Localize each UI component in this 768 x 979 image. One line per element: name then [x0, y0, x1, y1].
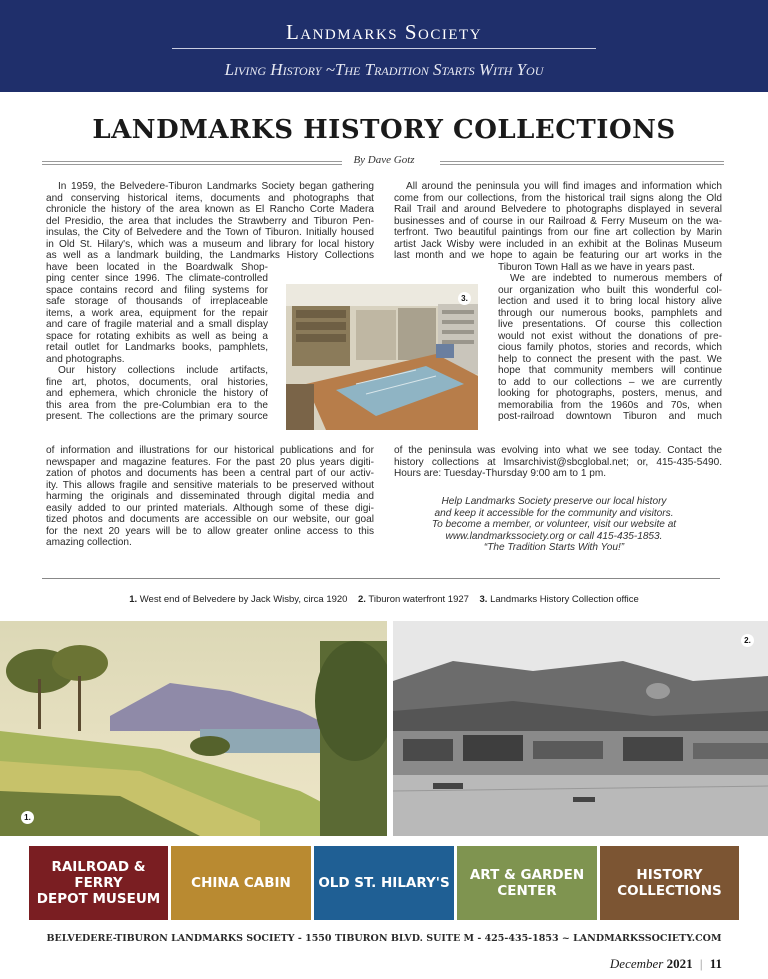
text-line: this area from the pre-Columbian era to the [46, 399, 268, 411]
photo-captions [0, 594, 768, 605]
byline: By Dave Gotz [353, 154, 415, 166]
text-line: Hours are: Tuesday-Thursday 9:00 am to 1 pm. [394, 468, 607, 479]
text-line: del Presidio, the area that includes the Strawberry and Tiburon Pen- [46, 215, 374, 227]
photo-badge: 3. [458, 292, 471, 305]
tiburon-waterfront-photo [393, 621, 768, 836]
promo-line: Help Landmarks Society preserve our local history [441, 496, 667, 507]
promo-line: www.landmarkssociety.org or call 415-435-1853. [445, 530, 663, 542]
office-photo-svg [286, 284, 478, 430]
photo-badge: 1. [21, 811, 34, 824]
text-line: space for rotating exhibits as well as being a [46, 330, 268, 342]
text-line: come from our collections, from the historical trail signs along the Old [394, 192, 722, 204]
text-line: fine art, photos, documents, oral histories, [46, 376, 268, 388]
text-line: cious family photos, stories and records, which [498, 342, 722, 353]
text-line: last month and we hope to again be featuring our art works in the [394, 250, 722, 261]
text-line: memorabilia from the 1960s and 70s, when [498, 399, 722, 411]
text-line: ping center since 1996. The climate-controlled [46, 273, 268, 284]
text-line: safe storage of thousands of irreplaceable [46, 296, 268, 307]
text-line: tized photos and documents are accessible on our website, our goal [46, 514, 374, 525]
promo-line: To become a member, or volunteer, visit our website at [431, 519, 677, 531]
text-line: and conserving historical items, documents and photographs that [46, 192, 374, 204]
right-column-bottom [394, 445, 722, 480]
text-line: In 1959, the Belvedere-Tiburon Landmarks Society began gathering [58, 181, 374, 192]
text-line: chronicle the history of the area known as El Rancho Corte Madera [46, 204, 374, 215]
text-line: help to connect the present with the past. We [498, 353, 722, 365]
text-line: artist Jack Wisby were included in an exhibit at the Bolinas Museum [394, 238, 722, 250]
left-column-bottom [46, 445, 374, 549]
caption-text: Tiburon waterfront 1927 [368, 594, 469, 605]
tile-old-st-hilarys[interactable] [314, 846, 454, 920]
tile-history-collections[interactable] [600, 846, 739, 920]
text-line: All around the peninsula you will find images and information which [406, 181, 722, 192]
caption-number: 2. [358, 594, 366, 605]
text-line: and ephemera, which chronicle the history of [46, 388, 268, 399]
photo-badge: 2. [741, 634, 754, 647]
text-line: in Old St. Hilary's, which was a museum and library for local history [46, 238, 374, 250]
text-line: zation of photos and documents has been a central part of our activ- [46, 468, 374, 479]
text-line: items, a work area, equipment for the repair [46, 307, 268, 319]
text-line: hope that community members will continue [498, 365, 722, 376]
text-line: amazing collection. [46, 537, 132, 548]
article-title: LANDMARKS HISTORY COLLECTIONS [92, 115, 676, 145]
page-folio [610, 956, 722, 972]
text-line: businesses and of course in our Railroad & Ferry Museum on the wa- [394, 215, 722, 227]
text-line: ity. This allows fragile and sensitive materials to be preserved without [46, 479, 374, 491]
right-column-top [394, 181, 722, 262]
text-line: newspaper and magazine features. For the past 20 plus years digiti- [46, 456, 374, 468]
text-line: history collections at lmsarchivist@sbcglobal.net; or, 415-435-5490. [394, 456, 722, 468]
tile-china-cabin[interactable] [171, 846, 311, 920]
folio-month: December [609, 956, 664, 971]
text-line: Our history collections include artifacts, [58, 365, 268, 376]
header-divider [172, 48, 596, 49]
tile-label: DEPOT MUSEUM [36, 891, 161, 907]
folio-separator: | [699, 956, 703, 971]
tile-label: OLD ST. HILARY'S [318, 875, 450, 891]
text-line: insulas, the City of Belvedere and the Town of Tiburon. Initially housed [46, 227, 374, 238]
text-line: looking for photographs, posters, menus, and [498, 388, 722, 399]
page-number: 11 [709, 956, 722, 971]
membership-promo [394, 496, 714, 554]
text-line: and care of fragile material and a small display [46, 319, 268, 330]
text-line: terfront. Two beautiful paintings from our fine art collection by Marin [394, 227, 722, 238]
text-line: retail outlet for Landmarks books, pamphlets, [46, 342, 268, 353]
text-line: post-railroad downtown Tiburon and much [498, 411, 722, 422]
text-line: Tiburon Town Hall as we have in years past. [498, 261, 695, 273]
text-line: easily added to our printed materials. Although some of these digi- [46, 502, 374, 514]
text-line: through our numerous books, pamphlets and [498, 307, 722, 319]
tile-label: RAILROAD & FERRY [51, 859, 146, 891]
caption-text: West end of Belvedere by Jack Wisby, circa 1920 [139, 594, 348, 605]
tile-railroad-ferry-depot-museum[interactable] [29, 846, 168, 920]
text-line: space contains record and filing systems for [46, 284, 268, 296]
left-column-narrow [46, 262, 268, 423]
caption-text: Landmarks History Collection office [490, 594, 639, 605]
caption-number: 1. [129, 594, 138, 605]
text-line: lection and used it to bring local history alive [498, 296, 722, 307]
text-line: and photographs. [46, 353, 125, 365]
right-column-narrow [498, 262, 722, 423]
header-tagline: Living History ~The Tradition Starts With You [224, 60, 544, 79]
text-line: harming the originals and disseminated through digital media and [46, 491, 374, 502]
caption-number: 3. [479, 594, 488, 605]
left-column-top [46, 181, 374, 262]
wisby-painting [0, 621, 387, 836]
text-line: have been located in the Boardwalk Shop- [46, 261, 268, 273]
text-line: of information and illustrations for our historical publications and for [46, 445, 374, 456]
text-line: live presentations. Of course this collection [498, 319, 722, 330]
tile-label: COLLECTIONS [617, 883, 722, 899]
tile-art-garden-center[interactable] [457, 846, 597, 920]
waterfront-svg [393, 621, 768, 836]
tile-label: HISTORY [636, 867, 703, 883]
text-line: our organization who built this wonderful col- [498, 284, 722, 296]
text-line: would not exist without the donations of pre- [498, 330, 722, 342]
text-line: We are indebted to numerous members of [510, 273, 722, 284]
promo-line: “The Tradition Starts With You!” [483, 542, 625, 554]
promo-line: and keep it accessible for the community and visitors. [434, 507, 674, 519]
text-line: as well as a landmark building, the Landmarks History Collections [46, 250, 374, 261]
text-line: of the peninsula was evolving into what we see today. Contact the [394, 445, 722, 456]
tile-label: CHINA CABIN [191, 875, 291, 891]
tile-label: CENTER [497, 883, 557, 899]
tile-label: ART & GARDEN [469, 867, 585, 883]
collection-office-photo [286, 284, 478, 430]
text-line: to add to our collections – we are currently [498, 376, 722, 388]
header-title: Landmarks Society [285, 20, 483, 44]
text-line: Rail Trail and around Belvedere to photographs displayed in several [394, 204, 722, 215]
text-line: for the next 20 years will be to allow greater online access to this [46, 525, 374, 537]
section-divider [42, 578, 720, 579]
text-line: present. The collections are the primary source [46, 411, 268, 422]
painting-svg [0, 621, 387, 836]
folio-year: 2021 [666, 956, 693, 971]
footer-address: BELVEDERE-TIBURON LANDMARKS SOCIETY - 1550 TIBURON BLVD. SUITE M - 425-435-1853 ~ LANDMARKSSOCIETY.COM [46, 933, 722, 944]
